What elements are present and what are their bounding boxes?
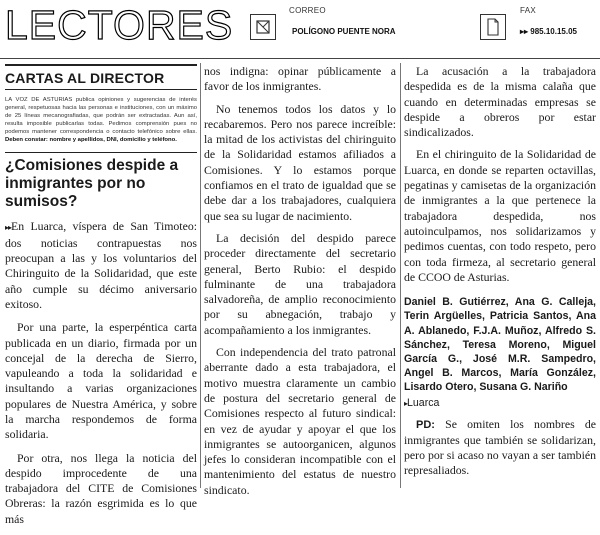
section-note <box>5 97 197 144</box>
column-divider <box>400 63 401 488</box>
correo-address: POLÍGONO PUENTE NORA <box>292 27 396 36</box>
section-note-requirements: Deben constar: nombre y apellidos, DNI, domicilio y teléfono. <box>5 136 177 143</box>
section-title: CARTAS AL DIRECTOR <box>5 64 197 90</box>
letter-paragraph: Por una parte, la esperpéntica carta publicada en un diario, firmada por un concejal de la derecha de Sierro, vapuleando a toda la solidaridad e insultando a varias organizaciones populares de Nuestra América, y sobre la marcha respondemos de forma solidaria. <box>5 320 197 442</box>
letter-paragraph: nos indigna: opinar públicamente a favor de los inmigrantes. <box>204 64 396 94</box>
postscript-label: PD: <box>416 418 435 431</box>
letter-paragraph: Por otra, nos llega la noticia del despido improcedente de una trabajadora del CITE de Comisiones Obreras: la razón esgrimida es lo que más <box>5 450 197 526</box>
letter-paragraph: ▸▸En Luarca, víspera de San Timoteo: dos noticias contrapuestas nos preocupan a las y los voluntarios del Chiringuito de la Solidaridad, que este año cumple su décimo aniversario exitoso. <box>5 219 197 311</box>
envelope-icon <box>250 14 276 40</box>
document-icon <box>480 14 506 40</box>
letter-paragraph: La acusación a la trabajadora despedida es de la misma calaña que cuando en determinadas empresas se despide a obreros por estar sindicalizados. <box>404 64 596 140</box>
page-header <box>0 0 600 58</box>
letter-paragraph: En el chiringuito de la Solidaridad de Luarca, en donde se reparten octavillas, pegatinas y camisetas de la organización de inmigrantes a la que pertenece la trabajadora despedida, nos autoinculpamos, nos solidarizamos y pedimos cuentas, con todo respeto, pero con toda firmeza, al secretario general de CCOO de Asturias. <box>404 147 596 284</box>
letter-paragraph: La decisión del despido parece proceder directamente del secretario general, Berto Rubio: el despido fulminante de una trabajadora salvadoreña, de amplio reconocimiento por su abnegación, trabajo y acompañamiento a los inmigrantes. <box>204 230 396 337</box>
postscript-text: Se omiten los nombres de inmigrantes que también se solidarizan, pero por si acaso no vayan a ser también represaliados. <box>404 416 597 478</box>
column-1 <box>5 64 197 535</box>
letter-signatures: Daniel B. Gutiérrez, Ana G. Calleja, Terin Argüelles, Patricia Santos, Ana A. Ablanedo, F.J.A. Muñoz, Alfredo S. Sánchez, Teresa Moreno, Miguel García G., José M.R. Sampedro, Angel B. Marcos, María González, Lisardo Otero, Susana G. Nariño <box>404 296 596 394</box>
column-2 <box>204 64 396 505</box>
fax-label: FAX <box>520 6 537 15</box>
section-note-text: LA VOZ DE ASTURIAS publica opiniones y sugerencias de interés general, respetuosas hacia las personas e instituciones, con un máximo de 25 líneas mecanografiadas, que podrán ser extractadas. Aun así, resulta imposible publicarlas todas. Pedimos comprensión pues no podemos mantener correspondencia o contacto telefónico sobre ellas. <box>5 97 197 135</box>
place-arrow-icon: ▸ <box>404 398 408 408</box>
letter-paragraph: Con independencia del trato patronal aberrante dado a esta trabajadora, el motivo muestra claramente un cambio de postura del secretario general de Comisiones respecto al futuro sindical: en vez de ayudar y apoyar el que los inmigrantes se autoorganicen, algunos jefes lo consideran incompatible con el mantenimiento del estatus de nuestro sindicato. <box>204 345 396 497</box>
correo-label: CORREO <box>289 6 326 15</box>
letter-headline: ¿Comisiones despide a inmigrantes por no sumisos? <box>5 152 197 211</box>
column-divider <box>200 63 201 488</box>
column-3 <box>404 64 596 479</box>
intro-arrow-icon: ▸▸ <box>5 223 12 233</box>
letter-paragraph: No tenemos todos los datos y lo recabaremos. Pero nos parece increíble: la mitad de los activistas del chiringuito de la Solidaridad estamos afiliados a Comisiones. Y lo estamos porque confiamos en el trato de igualdad que se debe dar a los trabajadores, cualquiera que sea su lugar de nacimiento. <box>204 101 396 223</box>
letter-place <box>404 396 596 411</box>
postscript <box>404 417 596 479</box>
place-name: Luarca <box>407 396 440 409</box>
fax-number: ▸▸ 985.10.15.05 <box>520 27 577 36</box>
brand-title: LECTORES <box>5 2 234 48</box>
header-divider <box>0 58 600 59</box>
